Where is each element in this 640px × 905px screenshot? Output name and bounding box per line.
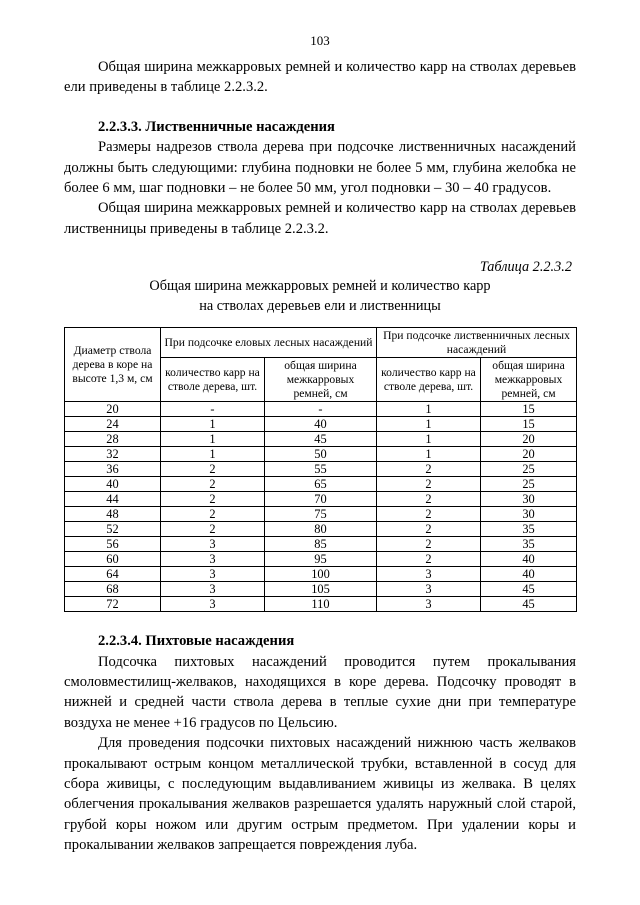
table-cell: 55 [265, 462, 377, 477]
paragraph-larch-dimensions: Размеры надрезов ствола дерева при подсочке лиственничных насаждений должны быть следующими: глубина подновки не более 5 мм, глубина желобка не более 6 мм, шаг подновки – не более 50 мм, угол подновки – 30 – 40 градусов. [64, 139, 576, 197]
table-row [65, 402, 577, 417]
table-cell: 70 [265, 492, 377, 507]
table-cell: 48 [65, 507, 161, 522]
table-cell: 2 [377, 537, 481, 552]
table-cell: 110 [265, 597, 377, 612]
table-cell: 36 [65, 462, 161, 477]
table-cell: 40 [481, 552, 577, 567]
spacer [64, 612, 576, 631]
table-cell: 68 [65, 582, 161, 597]
page-content [64, 57, 576, 856]
table-title-line-2: на стволах деревьев ели и лиственницы [199, 297, 441, 314]
table-cell: 30 [481, 492, 577, 507]
table-cell: 20 [481, 447, 577, 462]
table-row [65, 447, 577, 462]
table-cell: 20 [481, 432, 577, 447]
table-cell: 2 [377, 507, 481, 522]
table-cell: 3 [161, 567, 265, 582]
paragraph-larch-table-ref: Общая ширина межкарровых ремней и количество карр на стволах деревьев лиственницы приведены в таблице 2.2.3.2. [64, 200, 576, 237]
table-cell: 15 [481, 417, 577, 432]
header-group-spruce: При подсочке еловых лесных насаждений [161, 328, 377, 358]
table-cell: 28 [65, 432, 161, 447]
table-cell: 2 [377, 552, 481, 567]
table-cell: 40 [481, 567, 577, 582]
table-cell: 3 [161, 552, 265, 567]
table-cell: 35 [481, 522, 577, 537]
table-cell: 1 [161, 447, 265, 462]
table-row [65, 597, 577, 612]
table-cell: 2 [161, 507, 265, 522]
table-cell: 2 [377, 492, 481, 507]
table-cell: 44 [65, 492, 161, 507]
paragraph-intro: Общая ширина межкарровых ремней и количество карр на стволах деревьев ели приведены в таблице 2.2.3.2. [64, 59, 576, 96]
table-cell: 72 [65, 597, 161, 612]
table-cell: 3 [377, 582, 481, 597]
table-cell: 50 [265, 447, 377, 462]
table-cell: 25 [481, 477, 577, 492]
table-label: Таблица 2.2.3.2 [479, 259, 572, 276]
header-spruce-count: количество карр на стволе дерева, шт. [161, 358, 265, 402]
table-cell: 60 [65, 552, 161, 567]
table-cell: 25 [481, 462, 577, 477]
table-row [65, 552, 577, 567]
table-cell: 3 [377, 597, 481, 612]
table-row [65, 417, 577, 432]
carr-width-table [64, 327, 577, 612]
table-cell: 45 [265, 432, 377, 447]
table-cell: 1 [161, 432, 265, 447]
table-cell: 80 [265, 522, 377, 537]
table-cell: 65 [265, 477, 377, 492]
table-cell: 2 [377, 462, 481, 477]
table-row [65, 567, 577, 582]
table-cell: 40 [65, 477, 161, 492]
spacer [64, 98, 576, 117]
header-larch-count: количество карр на стволе дерева, шт. [377, 358, 481, 402]
table-cell: 95 [265, 552, 377, 567]
table-cell: 3 [161, 537, 265, 552]
table-row [65, 462, 577, 477]
table-row [65, 492, 577, 507]
paragraph-fir-procedure: Для проведения подсочки пихтовых насаждений нижнюю часть желваков прокалывают острым концом металлической трубки, вставленной в сосуд для сбора живицы, с последующим выдавливанием живицы из желвака. В целях облегчения прокалывания желваков разрешается удалять наружный слой старой, грубой коры ножом или другим острым предметом. При удалении коры и прокалывании желваков запрещается повреждения луба. [64, 735, 576, 854]
header-larch-width: общая ширина межкарровых ремней, см [481, 358, 577, 402]
table-cell: 3 [161, 582, 265, 597]
header-spruce-width: общая ширина межкарровых ремней, см [265, 358, 377, 402]
table-cell: 15 [481, 402, 577, 417]
table-cell: 20 [65, 402, 161, 417]
table-cell: 40 [265, 417, 377, 432]
page-number: 103 [310, 33, 330, 48]
table-body [65, 402, 577, 612]
table-cell: 85 [265, 537, 377, 552]
table-row [65, 507, 577, 522]
table-cell: 2 [161, 492, 265, 507]
table-cell: 30 [481, 507, 577, 522]
table-cell: 1 [377, 402, 481, 417]
table-cell: 56 [65, 537, 161, 552]
table-cell: 2 [161, 477, 265, 492]
table-cell: 45 [481, 597, 577, 612]
table-cell: 24 [65, 417, 161, 432]
table-cell: 100 [265, 567, 377, 582]
table-cell: 52 [65, 522, 161, 537]
table-cell: 1 [377, 432, 481, 447]
table-cell: 2 [161, 462, 265, 477]
table-row [65, 432, 577, 447]
table-cell: 64 [65, 567, 161, 582]
heading-larch-stands: 2.2.3.3. Лиственничные насаждения [98, 118, 335, 135]
table-row [65, 582, 577, 597]
table-header-row-groups [65, 328, 577, 358]
table-title-line-1: Общая ширина межкарровых ремней и количество карр [149, 278, 491, 295]
spacer [64, 239, 576, 258]
table-cell: 1 [161, 417, 265, 432]
table-cell: 32 [65, 447, 161, 462]
table-cell: 45 [481, 582, 577, 597]
table-head [65, 328, 577, 402]
table-cell: - [265, 402, 377, 417]
header-stub-diameter: Диаметр ствола дерева в коре на высоте 1,3 м, см [65, 328, 161, 402]
table-row [65, 477, 577, 492]
table-cell: 3 [161, 597, 265, 612]
table-cell: 2 [377, 522, 481, 537]
table-cell: 3 [377, 567, 481, 582]
table-cell: 1 [377, 417, 481, 432]
table-cell: 105 [265, 582, 377, 597]
table-cell: - [161, 402, 265, 417]
paragraph-fir-method: Подсочка пихтовых насаждений проводится путем прокалывания смоловместилищ-желваков, находящихся в коре дерева. Подсочку проводят в нижней и средней части ствола дерева в теплые сухие дни при температуре воздуха не менее +16 градусов по Цельсию. [64, 653, 576, 731]
table-row [65, 537, 577, 552]
table-cell: 1 [377, 447, 481, 462]
table-cell: 2 [161, 522, 265, 537]
heading-fir-stands: 2.2.3.4. Пихтовые насаждения [98, 633, 295, 650]
header-group-larch: При подсочке лиственничных лесных насаждений [377, 328, 577, 358]
table-row [65, 522, 577, 537]
table-cell: 2 [377, 477, 481, 492]
table-cell: 75 [265, 507, 377, 522]
table-cell: 35 [481, 537, 577, 552]
